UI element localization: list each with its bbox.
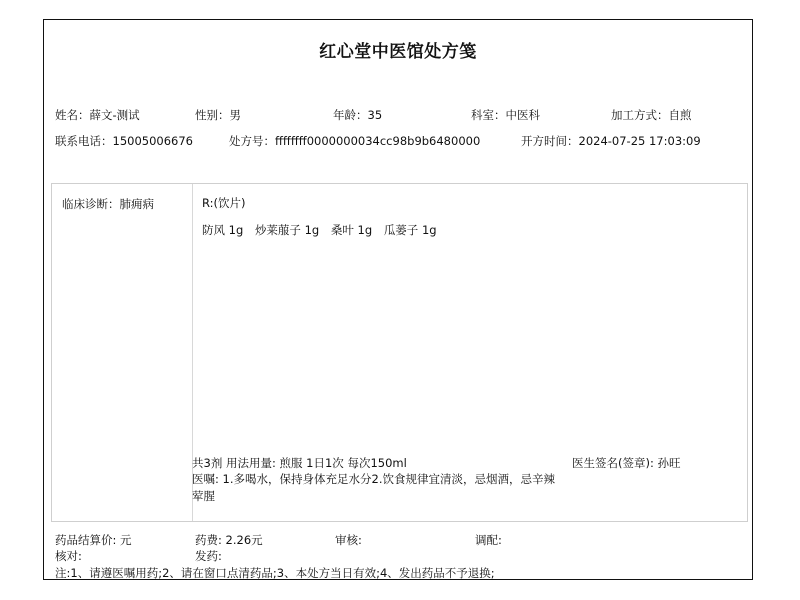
rx-number-field <box>229 133 480 149</box>
settlement-price-unit: 元 <box>120 533 132 547</box>
drug-fee: 2.26元 <box>225 533 263 547</box>
patient-gender-label: 性别： <box>195 108 230 122</box>
patient-name: 薛文-测试 <box>89 108 140 122</box>
prescribe-time: 2024-07-25 17:03:09 <box>578 134 701 148</box>
processing-label: 加工方式： <box>611 108 669 122</box>
dispense-field: 调配: <box>475 533 502 547</box>
medical-advice: 医嘱: 1.多喝水，保持身体充足水分2.饮食规律宜清淡，忌烟酒，忌辛辣 <box>192 472 555 486</box>
processing-field <box>611 107 692 123</box>
herb-list <box>202 222 437 238</box>
rx-number-label: 处方号： <box>229 134 275 148</box>
drug-fee-label: 药费: <box>195 533 222 547</box>
herb-item: 炒莱菔子 1g <box>254 223 320 237</box>
prescribe-time-label: 开方时间： <box>521 134 579 148</box>
herb-item: 桑叶 1g <box>330 223 373 237</box>
settlement-price-label: 药品结算价: <box>55 533 117 547</box>
page-title: 红心堂中医馆处方笺 <box>319 42 477 62</box>
medical-advice-continued: 荤腥 <box>192 489 215 503</box>
review-field: 审核: <box>335 533 362 547</box>
phone-number: 15005006676 <box>112 134 193 148</box>
patient-age-field <box>333 107 382 123</box>
herb-item: 瓜蒌子 1g <box>383 223 437 237</box>
patient-gender: 男 <box>229 108 241 122</box>
doctor-name: 孙旺 <box>657 456 681 470</box>
processing-method: 自煎 <box>668 108 692 122</box>
diagnosis-label: 临床诊断： <box>62 197 120 211</box>
rx-number: ffffffff0000000034cc98b9b6480000 <box>275 134 481 148</box>
check-field: 核对: <box>55 549 82 563</box>
rx-type: R:(饮片) <box>202 196 246 210</box>
prescription-box <box>51 183 748 522</box>
patient-age-label: 年龄： <box>333 108 368 122</box>
drug-fee-field <box>195 532 263 548</box>
patient-name-label: 姓名： <box>55 108 90 122</box>
footer-note: 注:1、请遵医嘱用药;2、请在窗口点清药品;3、本处方当日有效;4、发出药品不予退换; <box>55 566 495 580</box>
doctor-signature <box>572 455 681 471</box>
doctor-signature-label: 医生签名(签章): <box>572 456 654 470</box>
prescribe-time-field <box>521 133 701 149</box>
phone-label: 联系电话： <box>55 134 113 148</box>
department-field <box>471 107 540 123</box>
issue-field: 发药: <box>195 549 222 563</box>
diagnosis-field <box>62 196 154 212</box>
settlement-price-field <box>55 532 132 548</box>
patient-gender-field <box>195 107 241 123</box>
diagnosis-value: 肺痈病 <box>119 197 154 211</box>
prescription-sheet <box>43 19 753 580</box>
herb-item: 防风 1g <box>202 223 244 237</box>
phone-field <box>55 133 193 149</box>
department: 中医科 <box>505 108 540 122</box>
patient-age: 35 <box>367 108 383 122</box>
patient-name-field <box>55 107 140 123</box>
dosage-line: 共3剂 用法用量: 煎服 1日1次 每次150ml <box>192 456 407 470</box>
department-label: 科室： <box>471 108 506 122</box>
